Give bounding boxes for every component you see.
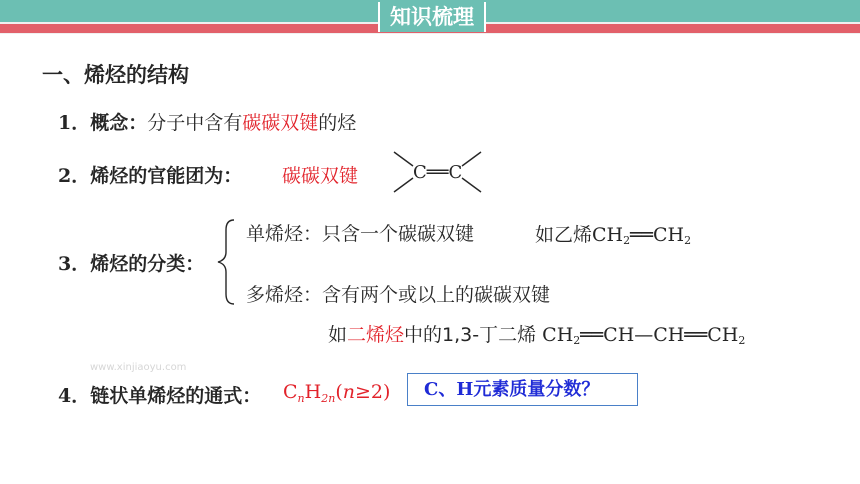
item-general-formula	[58, 381, 261, 408]
formula-part: n	[342, 381, 355, 403]
double-bond-formula	[413, 162, 462, 183]
double-bond: ══	[580, 324, 604, 346]
example-mid: 中的1,3-丁二烯	[404, 324, 543, 346]
double-bond: ══	[630, 224, 654, 246]
example-pre: 如乙烯	[535, 224, 593, 246]
formula-part: C	[283, 381, 298, 403]
concept-pre: 分子中含有	[147, 112, 243, 134]
double-bond: ══	[684, 324, 708, 346]
item-number: 2．	[58, 165, 91, 187]
single-bond: —	[634, 324, 654, 346]
item-label: 概念：	[90, 112, 148, 134]
item-number: 3．	[58, 253, 91, 275]
formula-part: (	[335, 381, 343, 403]
butadiene-example	[328, 320, 745, 347]
item-number: 4．	[58, 385, 91, 407]
header-bar	[0, 0, 860, 34]
concept-post: 的烃	[318, 112, 357, 134]
formula-part: CH	[653, 224, 685, 246]
subscript: 2	[573, 334, 581, 347]
double-bond: ══	[426, 162, 449, 183]
formula-part: CH	[542, 324, 574, 346]
question-text: C、H元素质量分数？	[424, 379, 600, 400]
diene-highlight: 二烯烃	[347, 324, 405, 346]
item-concept	[58, 108, 356, 135]
item-number: 1．	[58, 112, 91, 134]
bond-line	[462, 152, 481, 166]
item-label: 烯烃的分类：	[90, 253, 205, 275]
item-classification	[58, 249, 204, 276]
formula-part: ≥2)	[354, 381, 391, 403]
concept-highlight: 碳碳双键	[242, 112, 319, 134]
ethylene-example	[535, 220, 691, 247]
example-pre: 如	[328, 324, 348, 346]
subscript: 2	[738, 334, 746, 347]
classification-brace	[214, 218, 238, 306]
formula-part: CH	[603, 324, 635, 346]
formula-part: CH	[707, 324, 739, 346]
formula-part: CH	[653, 324, 685, 346]
section-heading: 一、烯烃的结构	[42, 63, 189, 87]
subscript: 2	[623, 234, 631, 247]
formula-part: H	[304, 381, 322, 403]
mono-olefin-line	[246, 219, 474, 246]
item-label: 链状单烯烃的通式：	[90, 385, 262, 407]
poly-olefin-line: 多烯烃：含有两个或以上的碳碳双键	[246, 284, 551, 306]
question-box[interactable]	[407, 373, 638, 406]
bond-line	[462, 178, 481, 192]
item-functional-group	[58, 161, 242, 188]
section-title: 知识梳理	[378, 2, 486, 32]
general-formula	[283, 381, 390, 405]
subscript: 2n	[321, 392, 336, 405]
item-label: 烯烃的官能团为：	[90, 165, 243, 187]
functional-group-highlight: 碳碳双键	[282, 165, 359, 187]
subscript: n	[297, 392, 305, 405]
watermark: www.xinjiaoyu.com	[90, 362, 187, 373]
bond-line	[394, 152, 413, 166]
subscript: 2	[684, 234, 692, 247]
carbon-left: C	[413, 162, 427, 183]
mono-olefin-text: 单烯烃：只含一个碳碳双键	[246, 223, 475, 245]
carbon-right: C	[448, 162, 463, 183]
formula-part: CH	[592, 224, 624, 246]
bond-line	[394, 178, 413, 192]
